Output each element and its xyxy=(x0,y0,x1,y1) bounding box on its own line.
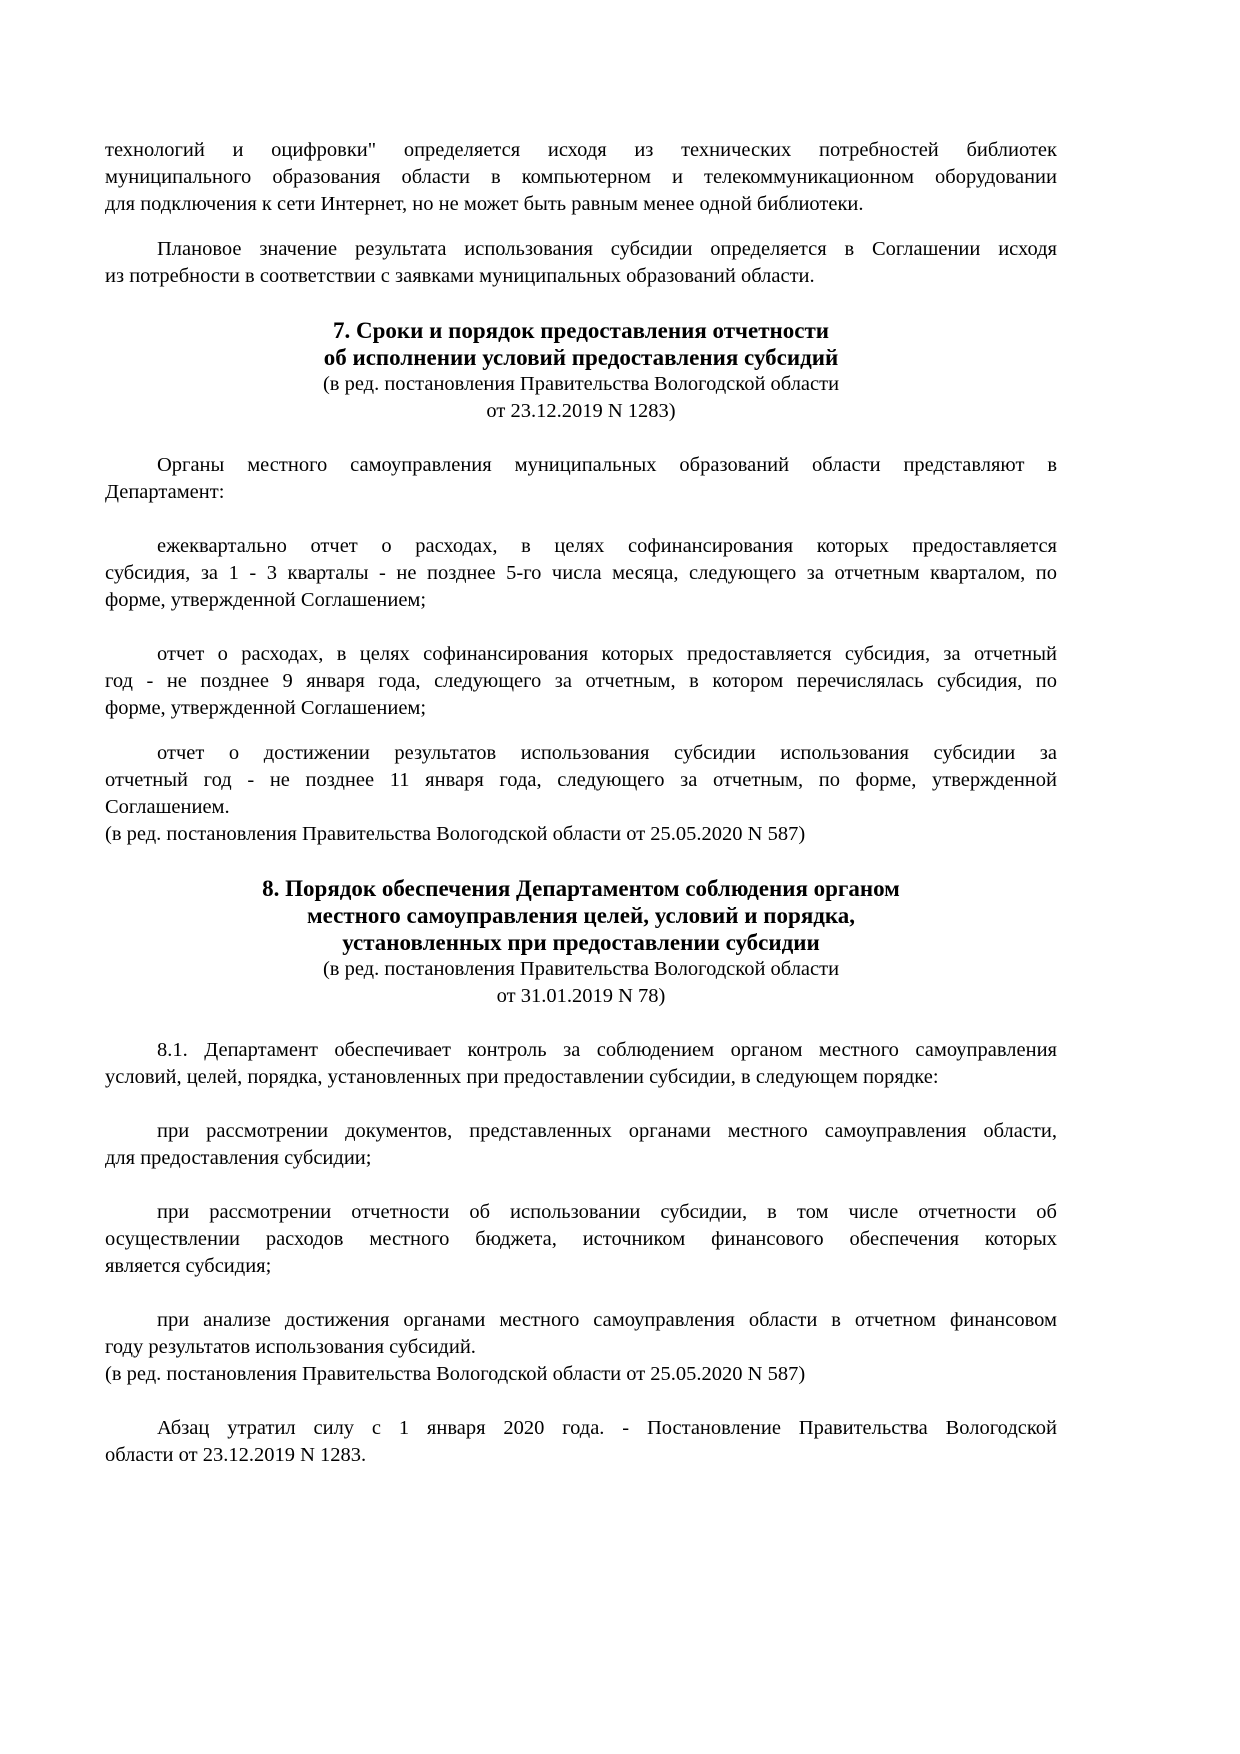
text-line: Абзац утратил силу с 1 января 2020 года. - Постановление Правительства Вологодской xyxy=(157,1417,1057,1439)
text-line: из потребности в соответствии с заявками муниципальных образований области. xyxy=(105,265,815,287)
paragraph xyxy=(105,1037,1057,1091)
text-line: местного самоуправления целей, условий и порядка, xyxy=(306,903,856,928)
text-line: Соглашением. xyxy=(105,796,230,818)
text-line: условий, целей, порядка, установленных при предоставлении субсидии, в следующем порядке: xyxy=(105,1066,939,1088)
text-line: при рассмотрении отчетности об использовании субсидии, в том числе отчетности об xyxy=(157,1201,1057,1223)
paragraph xyxy=(105,533,1057,614)
text-line: год - не позднее 9 января года, следующего за отчетным, в котором перечислялась субсидия, по xyxy=(105,670,1057,692)
amendment-note xyxy=(105,371,1057,425)
text-line: году результатов использования субсидий. xyxy=(105,1336,476,1358)
text-line: области от 23.12.2019 N 1283. xyxy=(105,1444,367,1466)
text-line: Органы местного самоуправления муниципальных образований области представляют в xyxy=(157,454,1057,476)
amendment-note xyxy=(105,956,1057,1010)
paragraph xyxy=(105,1307,1057,1361)
text-line: отчет о расходах, в целях софинансирования которых предоставляется субсидия, за отчетный xyxy=(157,643,1057,665)
text-line: Плановое значение результата использования субсидии определяется в Соглашении исходя xyxy=(157,238,1057,260)
paragraph xyxy=(105,452,1057,506)
paragraph xyxy=(105,740,1057,821)
paragraph-continuation xyxy=(105,821,1057,848)
text-line: (в ред. постановления Правительства Вологодской области xyxy=(322,958,840,980)
text-line: форме, утвержденной Соглашением; xyxy=(105,697,427,719)
text-line: технологий и оцифровки" определяется исходя из технических потребностей библиотек xyxy=(105,139,1057,161)
text-line: Департамент: xyxy=(105,481,225,503)
text-line: (в ред. постановления Правительства Вологодской области от 25.05.2020 N 587) xyxy=(105,1363,806,1385)
text-line: при рассмотрении документов, представленных органами местного самоуправления области, xyxy=(157,1120,1057,1142)
text-line: ежеквартально отчет о расходах, в целях софинансирования которых предоставляется xyxy=(157,535,1057,557)
text-line: отчетный год - не позднее 11 января года, следующего за отчетным, по форме, утвержденной xyxy=(105,769,1057,791)
text-line: является субсидия; xyxy=(105,1255,272,1277)
paragraph xyxy=(105,641,1057,722)
paragraph xyxy=(105,1415,1057,1469)
text-line: осуществлении расходов местного бюджета, источником финансового обеспечения которых xyxy=(105,1228,1057,1250)
text-line: 7. Сроки и порядок предоставления отчетности xyxy=(332,318,830,343)
text-line: при анализе достижения органами местного самоуправления области в отчетном финансовом xyxy=(157,1309,1057,1331)
paragraph xyxy=(105,1118,1057,1172)
text-line: субсидия, за 1 - 3 кварталы - не позднее 5-го числа месяца, следующего за отчетным кварталом, по xyxy=(105,562,1057,584)
text-line: форме, утвержденной Соглашением; xyxy=(105,589,427,611)
text-line: от 23.12.2019 N 1283) xyxy=(486,400,676,422)
text-line: 8.1. Департамент обеспечивает контроль за соблюдением органом местного самоуправления xyxy=(157,1039,1057,1061)
text-line: 8. Порядок обеспечения Департаментом соблюдения органом xyxy=(262,876,900,901)
paragraph-continuation xyxy=(105,137,1057,218)
paragraph-continuation xyxy=(105,1361,1057,1388)
text-line: (в ред. постановления Правительства Вологодской области xyxy=(322,373,840,395)
section-heading xyxy=(105,317,1057,371)
section-heading xyxy=(105,875,1057,956)
text-line: отчет о достижении результатов использования субсидии использования субсидии за xyxy=(157,742,1057,764)
text-line: от 31.01.2019 N 78) xyxy=(496,985,666,1007)
text-line: установленных при предоставлении субсидии xyxy=(342,930,820,955)
text-line: для подключения к сети Интернет, но не может быть равным менее одной библиотеки. xyxy=(105,193,864,215)
text-line: об исполнении условий предоставления субсидий xyxy=(323,345,839,370)
document-page xyxy=(105,137,1057,1469)
paragraph xyxy=(105,236,1057,290)
text-line: (в ред. постановления Правительства Вологодской области от 25.05.2020 N 587) xyxy=(105,823,806,845)
text-line: муниципального образования области в компьютерном и телекоммуникационном оборудовании xyxy=(105,166,1057,188)
text-line: для предоставления субсидии; xyxy=(105,1147,372,1169)
paragraph xyxy=(105,1199,1057,1280)
